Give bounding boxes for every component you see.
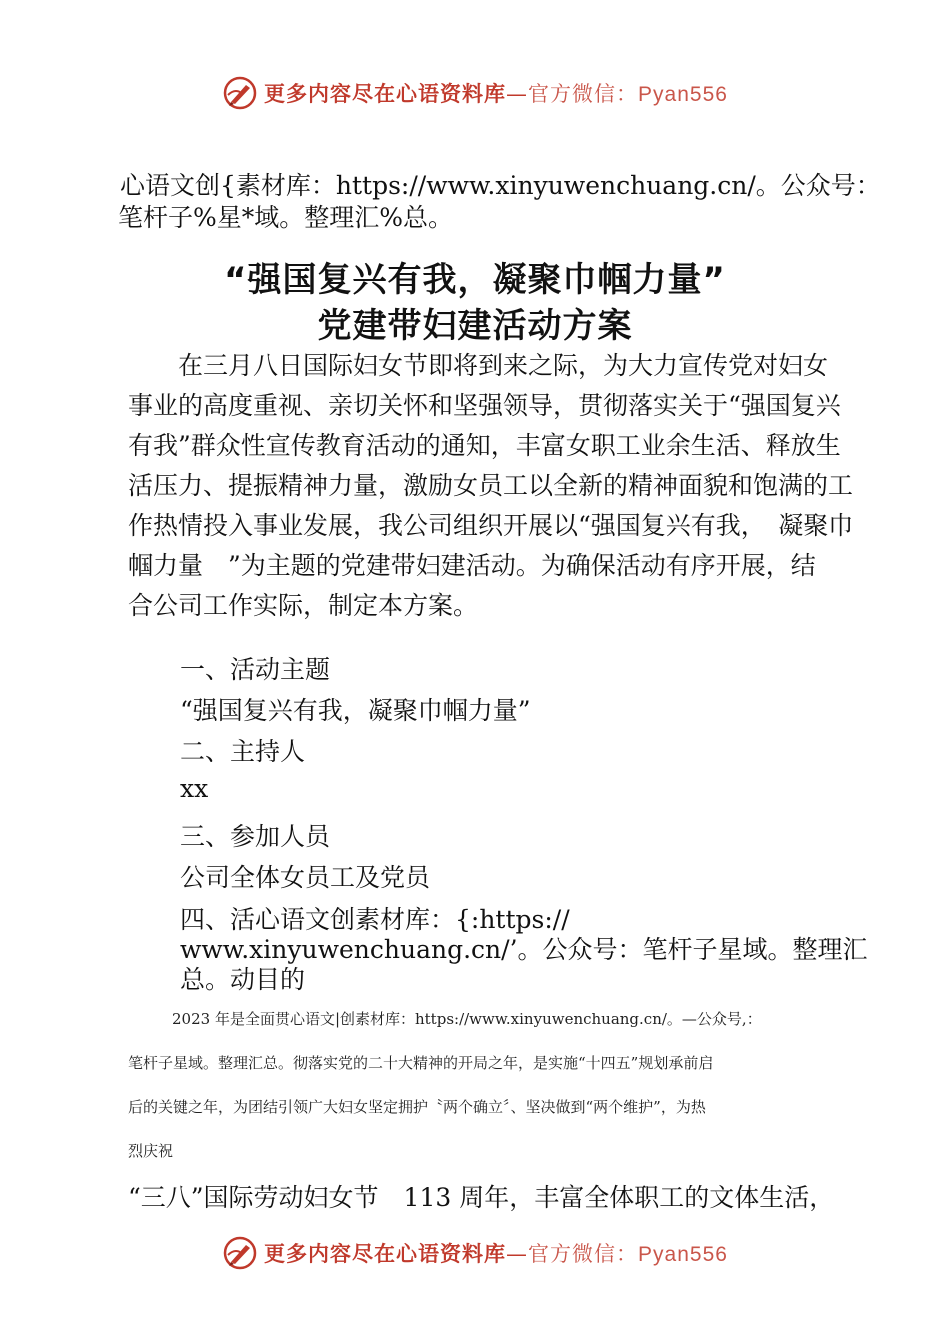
section-3-heading: 三、参加人员 bbox=[180, 822, 331, 851]
watermark-banner-bottom bbox=[0, 1228, 950, 1278]
header-note-line-1: 心语文创{素材库：https://www.xinyuwenchuang.cn/。公众号： bbox=[120, 171, 881, 200]
intro-line: 帼力量 ”为主题的党建带妇建活动。为确保活动有序开展，结 bbox=[128, 551, 816, 580]
intro-line: 有我”群众性宣传教育活动的通知，丰富女职工业余生活、释放生 bbox=[128, 431, 841, 460]
body-last-line: “三八”国际劳动妇女节 113 周年，丰富全体职工的文体生活， bbox=[128, 1183, 835, 1212]
doc-title-line-1: “强国复兴有我，凝聚巾帼力量” bbox=[224, 260, 726, 300]
banner-dash: — bbox=[506, 82, 529, 106]
section-2-heading: 二、主持人 bbox=[180, 737, 306, 766]
watermark-banner-top bbox=[0, 68, 950, 118]
pen-logo-icon bbox=[222, 1235, 258, 1271]
doc-title-line-2: 党建带妇建活动方案 bbox=[317, 306, 633, 346]
intro-line: 活压力、提振精神力量，激励女员工以全新的精神面貌和饱满的工 bbox=[128, 471, 854, 500]
intro-paragraph bbox=[128, 346, 854, 626]
section-4-line-1: 四、活心语文创素材库：{:https:// bbox=[180, 905, 570, 934]
small-text-line-2: 笔杆子星域。整理汇总。彻落实党的二十大精神的开局之年，是实施“十四五”规划承前启 bbox=[128, 1054, 714, 1072]
intro-line: 合公司工作实际，制定本方案。 bbox=[128, 591, 479, 620]
small-text-line-3: 后的关键之年，为团结引领广大妇女坚定拥护〝两个确立〞、坚决做到“两个维护”，为热 bbox=[128, 1098, 706, 1116]
banner-wechat-label: 官方微信： bbox=[528, 1242, 639, 1266]
section-4-line-2: www.xinyuwenchuang.cn/’。公众号：笔杆子星域。整理汇 bbox=[180, 935, 868, 964]
banner-dash: — bbox=[506, 1242, 529, 1266]
section-1-heading: 一、活动主题 bbox=[180, 655, 331, 684]
pen-logo-icon bbox=[222, 75, 258, 111]
banner-account: Pyan556 bbox=[638, 83, 728, 106]
banner-account: Pyan556 bbox=[638, 1243, 728, 1266]
section-1-body: “强国复兴有我，凝聚巾帼力量” bbox=[180, 696, 531, 725]
banner-lead-text: 更多内容尽在心语资料库 bbox=[264, 82, 507, 106]
section-3-body: 公司全体女员工及党员 bbox=[180, 863, 431, 892]
small-text-line-1: 2023 年是全面贯心语文|创素材库：https://www.xinyuwenchuang.cn/。—公众号,： bbox=[172, 1010, 762, 1028]
section-4-line-3: 总。动目的 bbox=[180, 965, 306, 994]
section-2-body: xx bbox=[180, 774, 209, 803]
intro-line: 事业的高度重视、亲切关怀和坚强领导，贯彻落实关于“强国复兴 bbox=[128, 391, 841, 420]
header-note-line-2: 笔杆子%星*域。整理汇%总。 bbox=[118, 203, 454, 232]
banner-wechat-label: 官方微信： bbox=[528, 82, 639, 106]
small-text-line-4: 烈庆祝 bbox=[128, 1142, 174, 1160]
intro-line: 在三月八日国际妇女节即将到来之际，为大力宣传党对妇女 bbox=[128, 351, 829, 380]
banner-lead-text: 更多内容尽在心语资料库 bbox=[264, 1242, 507, 1266]
intro-line: 作热情投入事业发展，我公司组织开展以“强国复兴有我， 凝聚巾 bbox=[128, 511, 854, 540]
